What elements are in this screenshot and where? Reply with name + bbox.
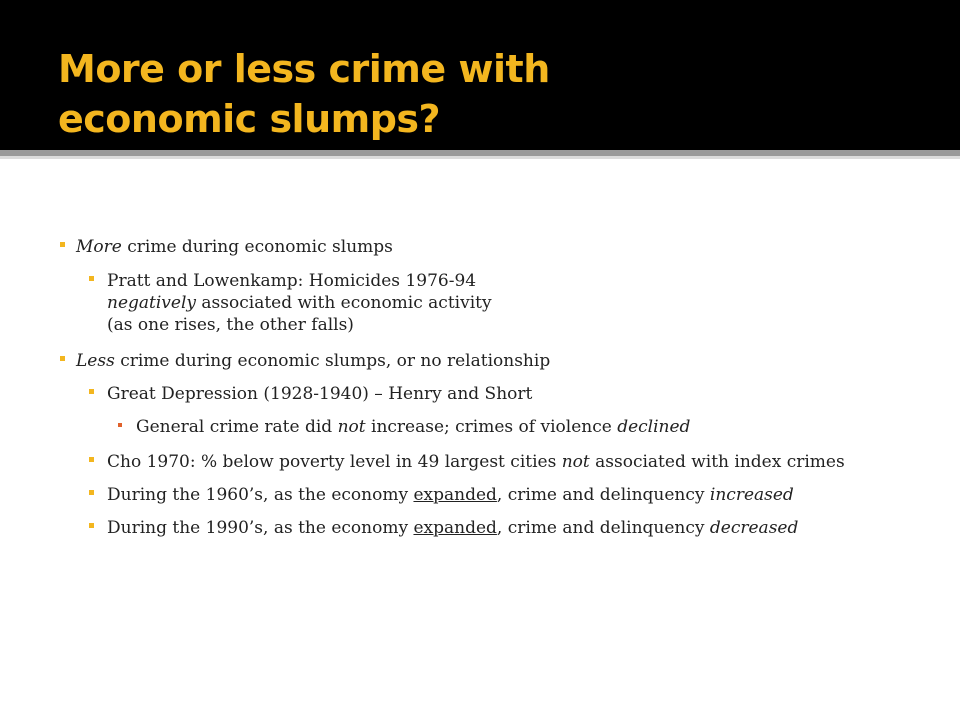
square-bullet-icon xyxy=(89,276,94,281)
emphasis-text: negatively xyxy=(107,293,197,313)
bullet-cho-1970 xyxy=(107,451,845,473)
small-square-bullet-icon xyxy=(118,423,122,427)
title-divider-highlight xyxy=(0,156,960,159)
bullet-text: , crime and delinquency xyxy=(496,485,710,505)
bullet-great-depression xyxy=(107,383,532,405)
square-bullet-icon xyxy=(89,523,94,528)
slide-title-line-1: More or less crime with xyxy=(58,47,550,91)
bullet-text: , crime and delinquency xyxy=(496,518,710,538)
bullet-text-line-3: (as one rises, the other falls) xyxy=(107,315,354,335)
bullet-more-crime xyxy=(76,236,393,258)
bullet-text: associated with index crimes xyxy=(589,452,845,472)
emphasis-text: declined xyxy=(617,417,691,437)
square-bullet-icon xyxy=(89,490,94,495)
underlined-text: expanded xyxy=(413,485,497,505)
slide-title xyxy=(58,44,550,144)
square-bullet-icon xyxy=(89,389,94,394)
bullet-text: General crime rate did xyxy=(136,417,338,437)
emphasis-text: not xyxy=(337,417,366,437)
emphasis-text: not xyxy=(561,452,590,472)
bullet-text: crime during economic slumps xyxy=(121,237,393,257)
square-bullet-icon xyxy=(60,242,65,247)
emphasis-text: increased xyxy=(709,485,794,505)
bullet-text: crime during economic slumps, or no relationship xyxy=(114,351,551,371)
bullet-text: During the 1960’s, as the economy xyxy=(107,485,414,505)
bullet-general-crime-rate xyxy=(136,416,690,438)
square-bullet-icon xyxy=(60,356,65,361)
bullet-less-crime xyxy=(76,350,550,372)
bullet-1960s xyxy=(107,484,794,506)
emphasis-text: More xyxy=(76,237,122,257)
bullet-pratt-lowenkamp xyxy=(107,270,492,336)
bullet-text: Cho 1970: % below poverty level in 49 largest cities xyxy=(107,452,562,472)
bullet-text: increase; crimes of violence xyxy=(365,417,618,437)
underlined-text: expanded xyxy=(413,518,497,538)
bullet-text: During the 1990’s, as the economy xyxy=(107,518,414,538)
emphasis-text: Less xyxy=(76,351,115,371)
title-bar xyxy=(0,0,960,150)
bullet-1990s xyxy=(107,517,798,539)
bullet-text-line-2 xyxy=(107,292,492,314)
emphasis-text: decreased xyxy=(709,518,799,538)
bullet-text: Great Depression (1928-1940) – Henry and Short xyxy=(107,384,533,404)
bullet-text-line-1: Pratt and Lowenkamp: Homicides 1976-94 xyxy=(107,271,477,291)
bullet-text: associated with economic activity xyxy=(196,293,492,313)
square-bullet-icon xyxy=(89,457,94,462)
slide-title-line-2: economic slumps? xyxy=(58,97,441,141)
